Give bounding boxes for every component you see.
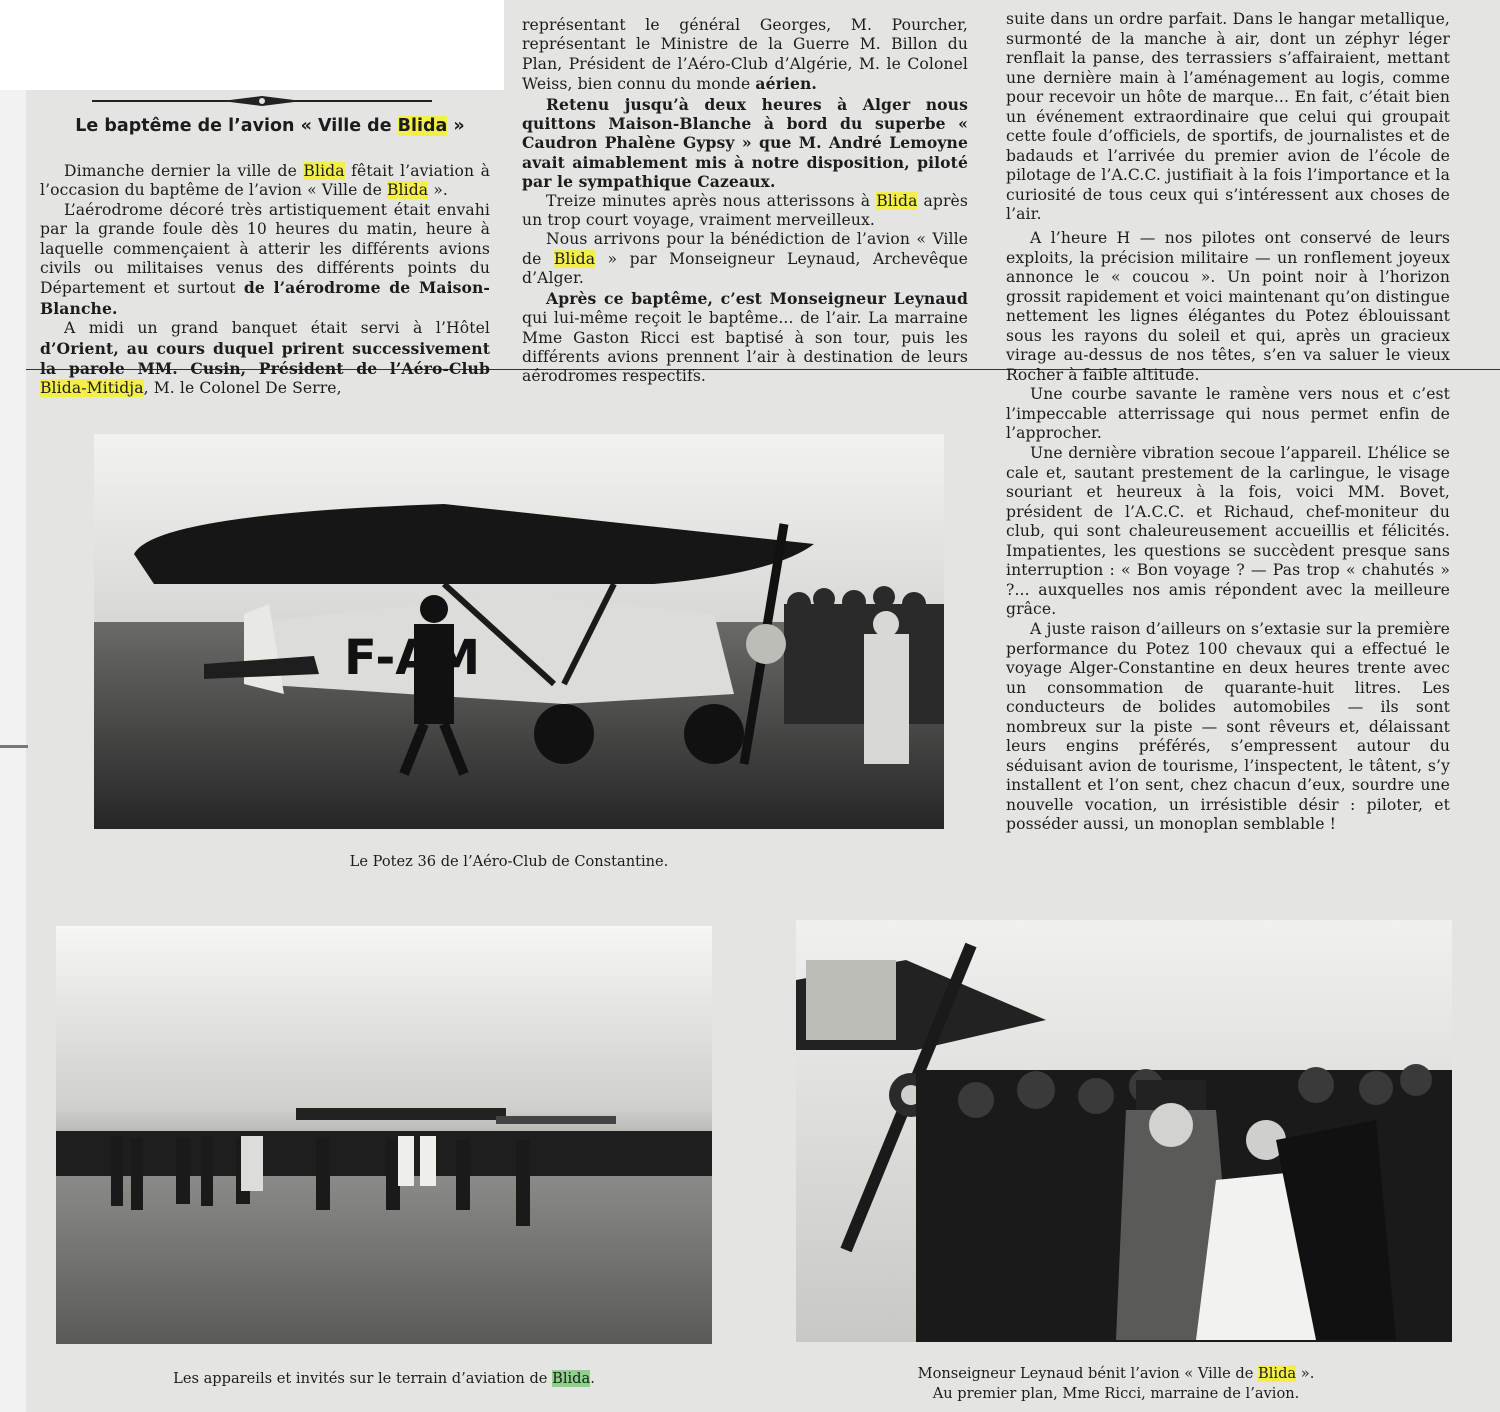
caption-photo-2: Les appareils et invités sur le terrain d’aviation de Blida. xyxy=(173,1370,595,1387)
caption-photo-3 xyxy=(806,1364,1426,1404)
article-column-2 xyxy=(522,16,968,387)
caption-photo-1: Le Potez 36 de l’Aéro-Club de Constantine. xyxy=(349,853,669,870)
paragraph: représentant le général Georges, M. Pourcher, représentant le Ministre de la Guerre M. Billon du Plan, Président de l’Aéro-Club d’Algérie, M. le Colonel Weiss, bien connu du monde aérien. xyxy=(522,16,968,94)
paragraph: Nous arrivons pour la bénédiction de l’avion « Ville de Blida » par Monseigneur Leynaud, Archevêque d’Alger. xyxy=(522,230,969,288)
paragraph: Après ce baptême, c’est Monseigneur Leynaud qui lui-même reçoit le baptême... de l’air. La marraine Mme Gaston Ricci est baptisé à son tour, puis les différents avions prennent l’air à destination de leurs aérodromes respectifs. xyxy=(522,288,968,386)
article-column-1 xyxy=(40,162,490,399)
scan-mark xyxy=(0,745,28,748)
paragraph: Dimanche dernier la ville de Blida fêtait l’aviation à l’occasion du baptême de l’avion « Ville de Blida ». xyxy=(40,162,490,200)
caption-line: Monseigneur Leynaud bénit l’avion « Ville de Blida ». xyxy=(917,1365,1315,1382)
paragraph: A l’heure H — nos pilotes ont conservé de leurs exploits, la précision militaire — un ronflement joyeux annonce le « coucou ». Un point noir à l’horizon grossit rapidement et voici maintenant qu’on distingue nettement les lignes élégantes du Potez éblouissant sous les rayons du soleil et qui, après un gracieux virage au-dessus de nos têtes, s’en va saluer le vieux Rocher à faible altitude. xyxy=(1006,229,1450,384)
paragraph: Une courbe savante le ramène vers nous et c’est l’impeccable atterrissage qui nous permet enfin de l’approcher. xyxy=(1006,385,1450,443)
photo-airfield-crowd xyxy=(56,926,712,1344)
blank-corner xyxy=(0,0,504,90)
paragraph: suite dans un ordre parfait. Dans le hangar metallique, surmonté de la manche à air, dont un zéphyr léger renflait la panse, des terrassiers s’affairaient, mettant une dernière main à l’aménagement au logis, comme pour recevoir un hôte de marque... En fait, c’était bien un événement extraordinaire que celui qui groupait cette foule d’officiels, de sportifs, de journalistes et de badauds et l’arrivée du premier avion de l’école de pilotage de l’A.C.C. justifiait à la fois l’importance et la curiosité de tous ceux qui s’intéressent aux choses de l’air. xyxy=(1006,10,1450,224)
airfield-photo-illustration xyxy=(56,926,712,1344)
article-column-3 xyxy=(1006,10,1450,835)
paragraph: Treize minutes après nous atterissons à Blida après un trop court voyage, vraiment merveilleux. xyxy=(522,191,968,230)
paragraph: Retenu jusqu’à deux heures à Alger nous quittons Maison-Blanche à bord du superbe « Caudron Phalène Gypsy » que M. André Lemoyne avait aimablement mis à notre disposition, piloté par le sympathique Cazeaux. xyxy=(522,94,968,192)
page-margin xyxy=(0,90,26,1412)
paragraph: A midi un grand banquet était servi à l’Hôtel d’Orient, au cours duquel prirent successivement la parole MM. Cusin, Président de l’Aéro-Club Blida-Mitidja, M. le Colonel De Serre, xyxy=(40,319,490,398)
paragraph: Une dernière vibration secoue l’appareil. L’hélice se cale et, sautant prestement de la carlingue, le visage souriant et heureux à la fois, voici MM. Bovet, président de l’A.C.C. et Richaud, chef-moniteur du club, qui sont chaleureusement accueillis et félicités. Impatientes, les questions se succèdent presque sans interruption : « Bon voyage ? — Pas trop « chahutés » ?... auxquelles nos amis répondent avec la meilleure grâce. xyxy=(1006,444,1450,619)
paragraph: A juste raison d’ailleurs on s’extasie sur la première performance du Potez 100 chevaux qui a effectué le voyage Alger-Constantine en deux heures trente avec un consommation de quarante-huit litres. Les conducteurs de bolides automobiles — ils sont nombreux sur la piste — sont rêveurs et, délaissant leurs engins préférés, s’empressent autour du séduisant avion de tourisme, l’inspectent, le tâtent, s’y installent et l’on sent, chez chacun d’eux, sourdre une nouvelle vocation, un irrésistible désir : piloter, et posséder aussi, un monoplan semblable ! xyxy=(1006,619,1450,834)
ornament-divider xyxy=(92,96,432,106)
plane-photo-illustration xyxy=(94,434,944,829)
caption-line: Au premier plan, Mme Ricci, marraine de l’avion. xyxy=(932,1385,1300,1402)
plane-registration-label: F-AM xyxy=(344,630,481,686)
photo-blessing-ceremony xyxy=(796,920,1452,1342)
article-title: Le baptême de l’avion « Ville de Blida » xyxy=(75,116,465,136)
blessing-photo-illustration xyxy=(796,920,1452,1342)
photo-potez-36 xyxy=(94,434,944,829)
paragraph: L’aérodrome décoré très artistiquement était envahi par la grande foule dès 10 heures du matin, heure à laquelle commençaient à atterir les différents avions civils ou militaises venus des différents points du Département et surtout de l’aérodrome de Maison-Blanche. xyxy=(40,200,490,318)
